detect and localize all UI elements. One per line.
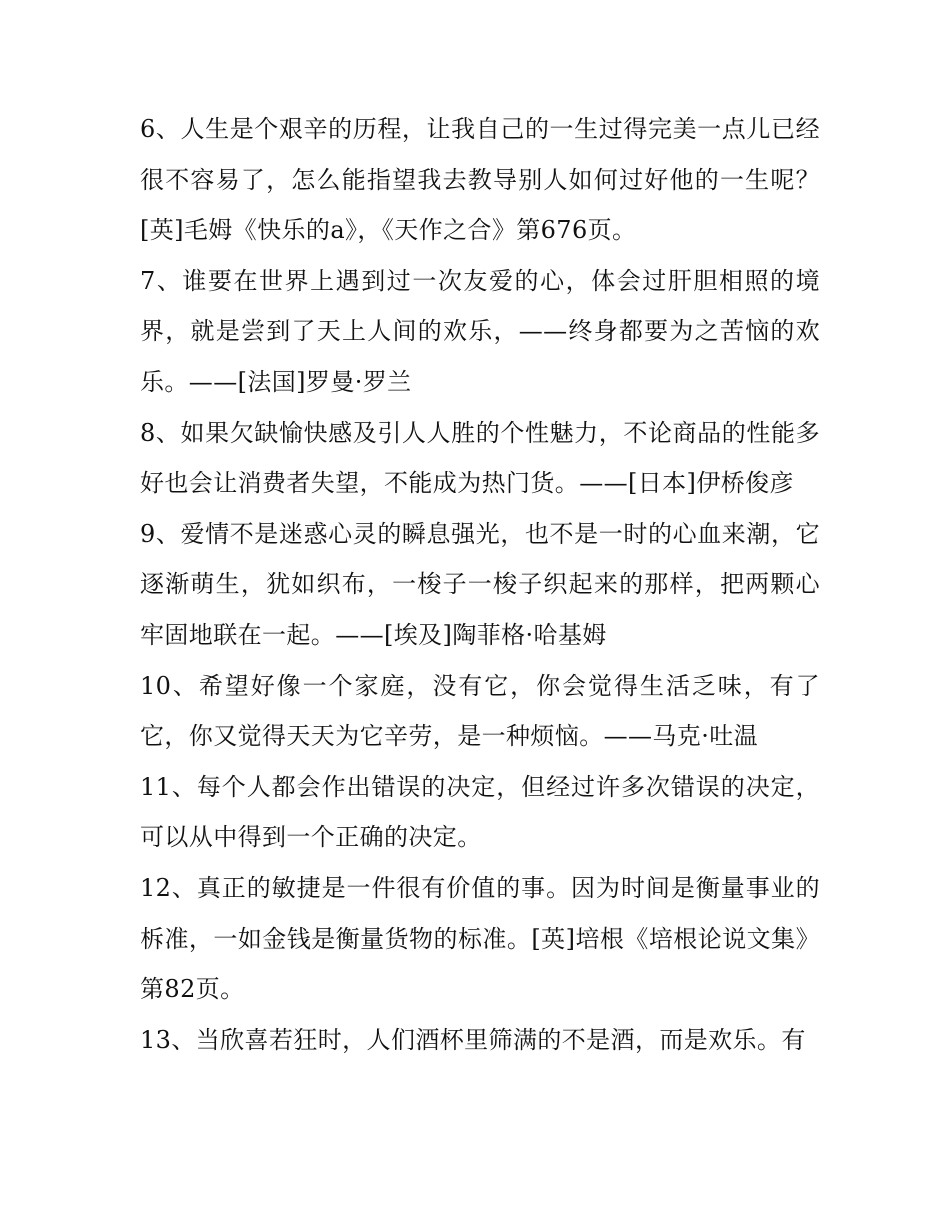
paragraph-quote-11: 11、每个人都会作出错误的决定，但经过许多次错误的决定，可以从中得到一个正确的决定。 — [140, 772, 820, 852]
paragraph-quote-7: 7、谁要在世界上遇到过一次友爱的心，体会过肝胆相照的境界，就是尝到了天上人间的欢乐，——终身都要为之苦恼的欢乐。——[法国]罗曼·罗兰 — [140, 266, 820, 396]
paragraph-quote-8: 8、如果欠缺愉快感及引人人胜的个性魅力，不论商品的性能多好也会让消费者失望，不能成为热门货。——[日本]伊桥俊彦 — [140, 418, 820, 498]
document-body — [140, 104, 820, 1065]
paragraph-quote-12: 12、真正的敏捷是一件很有价值的事。因为时间是衡量事业的柝准，一如金钱是衡量货物的标准。[英]培根《培根论说文集》第82页。 — [140, 873, 820, 1004]
paragraph-quote-13: 13、当欣喜若狂时，人们酒杯里筛满的不是酒，而是欢乐。有 — [140, 1025, 806, 1054]
paragraph-quote-10: 10、希望好像一个家庭，没有它，你会觉得生活乏味，有了它，你又觉得天天为它辛劳，是一种烦恼。——马克·吐温 — [140, 671, 820, 751]
paragraph-quote-6: 6、人生是个艰辛的历程，让我自己的一生过得完美一点儿已经很不容易了，怎么能指望我去教导别人如何过好他的一生呢？[英]毛姆《快乐的a》，《天作之合》第676页。 — [140, 115, 820, 245]
paragraph-quote-9: 9、爱情不是迷惑心灵的瞬息强光，也不是一时的心血来潮，它逐渐萌生，犹如织布，一梭子一梭子织起来的那样，把两颗心牢固地联在一起。——[埃及]陶菲格·哈基姆 — [140, 519, 820, 649]
